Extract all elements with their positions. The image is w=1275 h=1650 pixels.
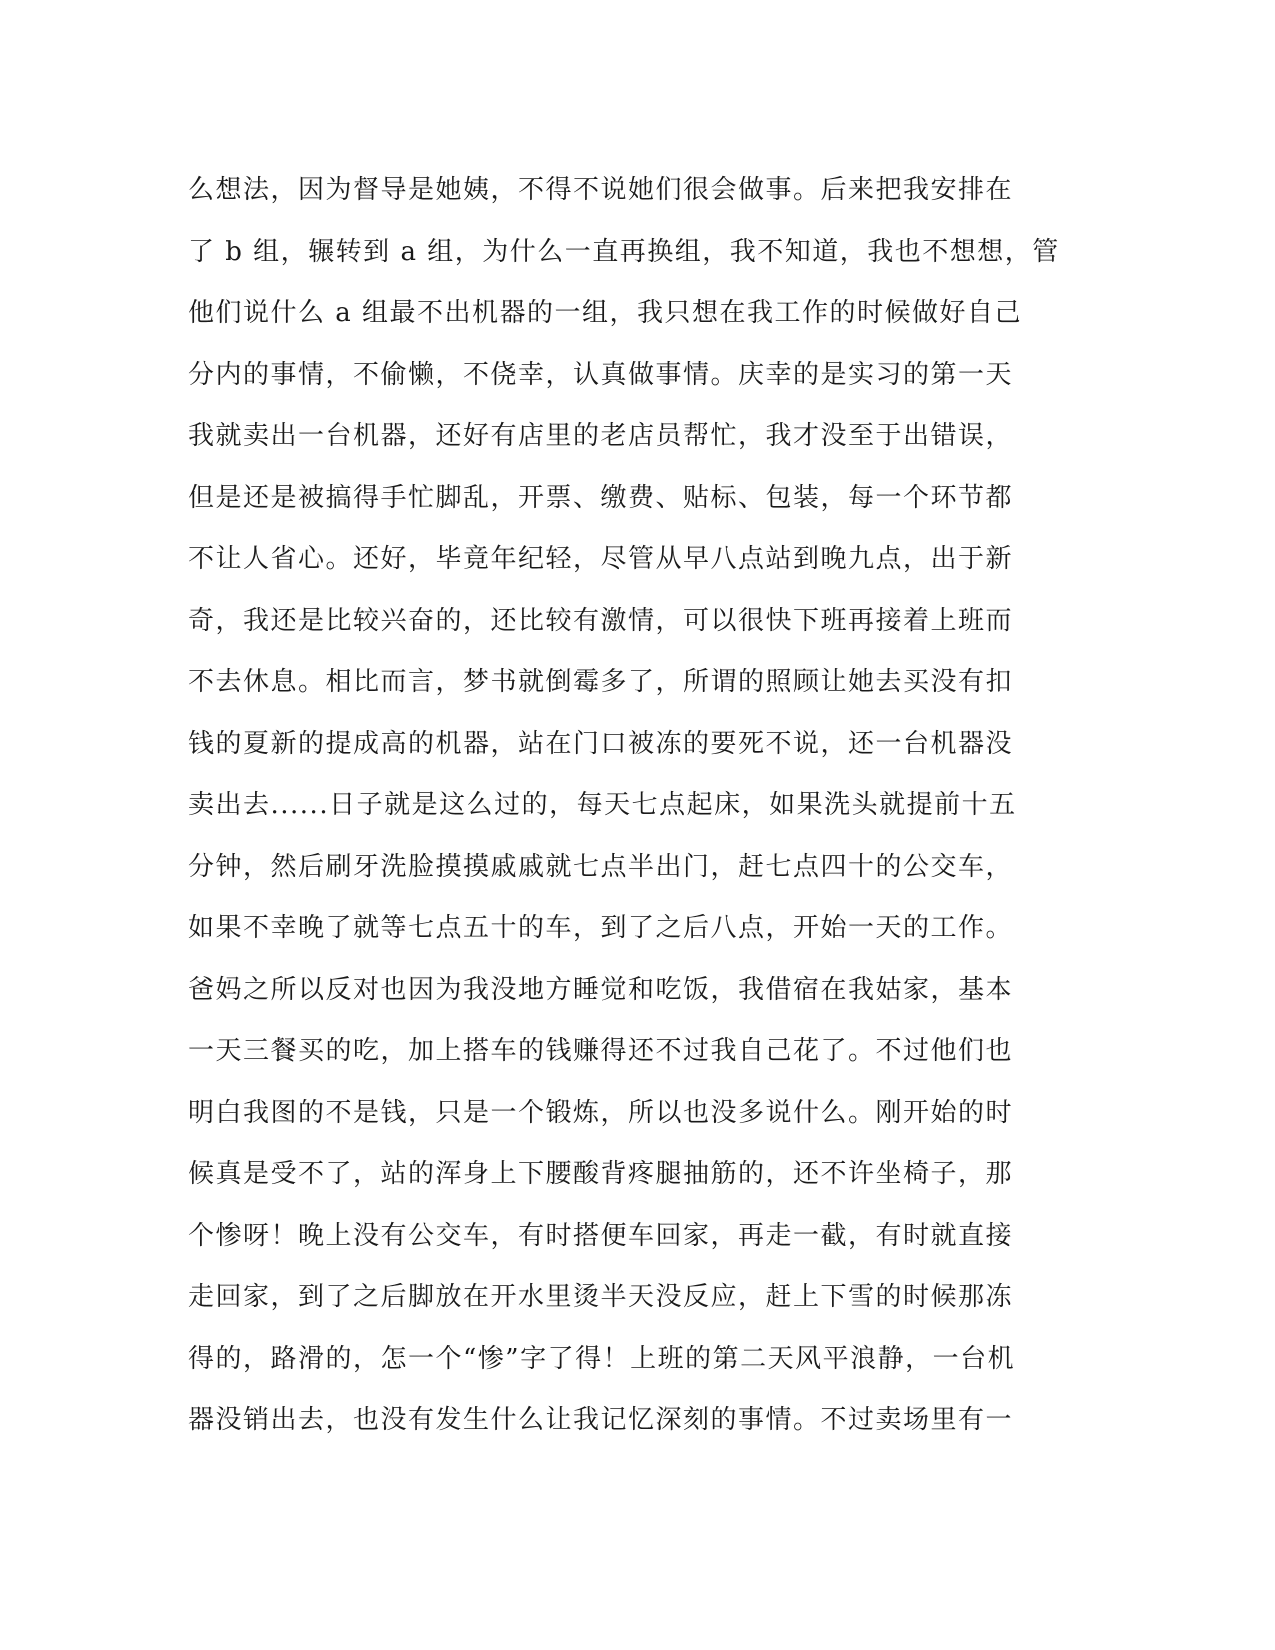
text-line: 卖出去......日子就是这么过的，每天七点起床，如果洗头就提前十五 [188, 790, 1017, 820]
text-line: 候真是受不了，站的浑身上下腰酸背疼腿抽筋的，还不许坐椅子，那 [188, 1159, 1014, 1189]
text-line: 不让人省心。还好，毕竟年纪轻，尽管从早八点站到晚九点，出于新 [188, 544, 1014, 574]
text-line: 但是还是被搞得手忙脚乱，开票、缴费、贴标、包装，每一个环节都 [188, 482, 1014, 513]
text-line: 奇，我还是比较兴奋的，还比较有激情，可以很快下班再接着上班而 [188, 605, 1014, 636]
text-line: 分钟，然后刷牙洗脸摸摸戚戚就七点半出门，赶七点四十的公交车， [188, 851, 1014, 882]
text-line: 一天三餐买的吃，加上搭车的钱赚得还不过我自己花了。不过他们也 [188, 1036, 1014, 1066]
text-line: 钱的夏新的提成高的机器，站在门口被冻的要死不说，还一台机器没 [188, 728, 1014, 759]
body-text [188, 160, 1088, 1452]
text-line: 走回家，到了之后脚放在开水里烫半天没反应，赶上下雪的时候那冻 [188, 1282, 1014, 1312]
text-line: 器没销出去，也没有发生什么让我记忆深刻的事情。不过卖场里有一 [188, 1405, 1014, 1435]
text-line: 明白我图的不是钱，只是一个锻炼，所以也没多说什么。刚开始的时 [188, 1097, 1014, 1128]
text-line: 如果不幸晚了就等七点五十的车，到了之后八点，开始一天的工作。 [188, 913, 1014, 943]
text-line: 个惨呀！晚上没有公交车，有时搭便车回家，再走一截，有时就直接 [188, 1220, 1014, 1251]
text-line: 我就卖出一台机器，还好有店里的老店员帮忙，我才没至于出错误， [188, 421, 1014, 451]
text-line: 他们说什么 a 组最不出机器的一组，我只想在我工作的时候做好自己 [188, 298, 1023, 328]
text-line: 分内的事情，不偷懒，不侥幸，认真做事情。庆幸的是实习的第一天 [188, 359, 1014, 390]
text-line: 么想法，因为督导是她姨，不得不说她们很会做事。后来把我安排在 [188, 175, 1014, 205]
text-line: 不去休息。相比而言，梦书就倒霉多了，所谓的照顾让她去买没有扣 [188, 667, 1014, 697]
text-line: 爸妈之所以反对也因为我没地方睡觉和吃饭，我借宿在我姑家，基本 [188, 974, 1014, 1005]
text-line: 了 b 组，辗转到 a 组，为什么一直再换组，我不知道，我也不想想，管 [188, 236, 1060, 267]
text-line: 得的，路滑的，怎一个“惨”字了得！上班的第二天风平浪静，一台机 [188, 1343, 1016, 1374]
